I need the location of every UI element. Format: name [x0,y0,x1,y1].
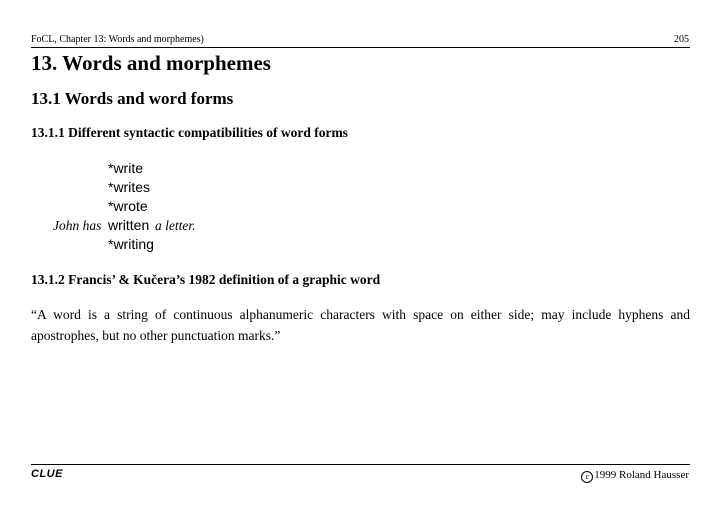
word-form: *write [108,160,144,176]
chapter-title: 13. Words and morphemes [31,51,271,75]
word-form: *writes [108,179,151,195]
subsection-title-2: 13.1.2 Francis’ & Kučera’s 1982 definition of a graphic word [31,272,381,287]
copyright-text: 1999 Roland Hausser [594,469,689,481]
footer-divider [31,464,690,465]
page-number: 205 [674,34,689,45]
section-title: 13.1 Words and word forms [31,89,234,108]
example-sentence-prefix: John has [53,218,102,233]
word-form: *wrote [108,198,148,214]
clue-logo: CLUE [31,468,63,480]
header-divider [31,47,690,48]
word-form: *writing [108,236,154,252]
copyright-notice [581,469,689,483]
word-form-grammatical: written [108,217,150,233]
copyright-icon: c [581,471,593,483]
running-header: FoCL, Chapter 13: Words and morphemes) [31,34,204,45]
example-sentence-suffix: a letter. [155,218,196,233]
subsection-title-1: 13.1.1 Different syntactic compatibilities of word forms [31,125,348,140]
definition-quote: “A word is a string of continuous alphanumeric characters with space on either side; may include hyphens and apostrophes, but no other punctuation marks.” [31,307,690,343]
